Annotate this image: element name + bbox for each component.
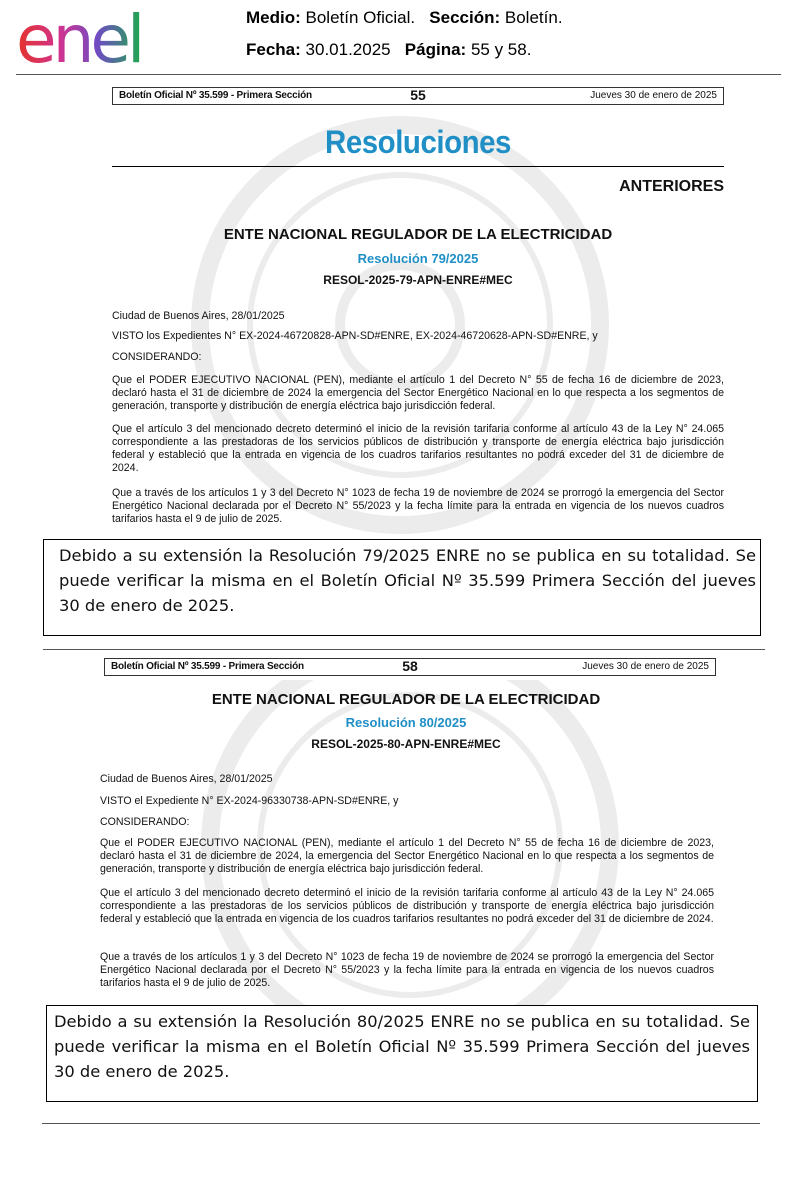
medio-value: Boletín Oficial. bbox=[305, 8, 416, 27]
city-date: Ciudad de Buenos Aires, 28/01/2025 bbox=[112, 310, 285, 322]
notice-text: Debido a su extensión la Resolución 80/2025 ENRE no se publica en su totalidad. Se puede verificar la misma en el Boletín Oficial Nº 35.599 Primera Sección del jueves 30 de enero de 2025. bbox=[54, 1012, 750, 1081]
header-line-1 bbox=[246, 8, 563, 28]
section-title: Resoluciones bbox=[325, 124, 511, 160]
enel-logo bbox=[16, 8, 172, 68]
medio-label: Medio: bbox=[246, 8, 301, 27]
resolution-number: Resolución 80/2025 bbox=[345, 715, 467, 730]
page-number: 58 bbox=[402, 658, 418, 674]
section-rule bbox=[112, 166, 724, 167]
clip-divider bbox=[43, 649, 765, 650]
fecha-label: Fecha: bbox=[246, 40, 301, 59]
considerando-label: CONSIDERANDO: bbox=[100, 816, 190, 828]
entity-title: ENTE NACIONAL REGULADOR DE LA ELECTRICIDAD bbox=[223, 226, 613, 243]
city-date: Ciudad de Buenos Aires, 28/01/2025 bbox=[100, 773, 273, 785]
header-divider bbox=[16, 74, 781, 75]
logo-wordmark: enel bbox=[16, 8, 142, 68]
footer-divider bbox=[42, 1123, 760, 1124]
seal-watermark bbox=[120, 110, 680, 540]
bar-right-date: Jueves 30 de enero de 2025 bbox=[582, 661, 709, 672]
boletin-header-bar-58 bbox=[104, 658, 716, 676]
paragraph-2: Que el artículo 3 del mencionado decreto determinó el inicio de la revisión tarifaria conforme al artículo 43 de la Ley N° 24.065 correspondiente a las prestadoras de los servicios públicos de distribución y transporte de energía eléctrica bajo jurisdicción federal y estableció que la entrada en vigencia de los cuadros tarifarios resultantes no podrá exceder del 31 de diciembre de 2024. bbox=[112, 423, 724, 474]
notice-box-2 bbox=[46, 1005, 758, 1102]
bar-left-text: Boletín Oficial Nº 35.599 - Primera Sección bbox=[111, 661, 304, 672]
resolution-code: RESOL-2025-80-APN-ENRE#MEC bbox=[311, 737, 501, 751]
seccion-value: Boletín. bbox=[504, 8, 563, 27]
seccion-label: Sección: bbox=[429, 8, 501, 27]
resolution-number: Resolución 79/2025 bbox=[357, 251, 479, 266]
fecha-value: 30.01.2025 bbox=[305, 40, 391, 59]
paragraph-1: Que el PODER EJECUTIVO NACIONAL (PEN), mediante el artículo 1 del Decreto N° 55 de fecha 16 de diciembre de 2023, declaró hasta el 31 de diciembre de 2024, la emergencia del Sector Energético Nacional en lo que respecta a los segmentos de generación, transporte y distribución de energía eléctrica bajo jurisdicción federal. bbox=[100, 837, 714, 875]
paragraph-3: Que a través de los artículos 1 y 3 del Decreto N° 1023 de fecha 19 de noviembre de 2024 se prorrogó la emergencia del Sector Energético Nacional declarada por el Decreto N° 55/2023 y la fecha límite para la entrada en vigencia de los nuevos cuadros tarifarios hasta el 9 de julio de 2025. bbox=[100, 951, 714, 989]
page-number: 55 bbox=[410, 87, 426, 103]
considerando-label: CONSIDERANDO: bbox=[112, 351, 202, 363]
notice-box-1 bbox=[43, 539, 761, 636]
notice-text: Debido a su extensión la Resolución 79/2025 ENRE no se publica en su totalidad. Se puede verificar la misma en el Boletín Oficial Nº 35.599 Primera Sección del jueves 30 de enero de 2025. bbox=[59, 546, 756, 615]
boletin-header-bar-55 bbox=[112, 87, 724, 105]
paragraph-1: Que el PODER EJECUTIVO NACIONAL (PEN), mediante el artículo 1 del Decreto N° 55 de fecha 16 de diciembre de 2023, declaró hasta el 31 de diciembre de 2024 la emergencia del Sector Energético Nacional en lo que respecta a los segmentos de generación, transporte y distribución de energía eléctrica bajo jurisdicción federal. bbox=[112, 374, 724, 412]
pagina-value: 55 y 58. bbox=[470, 40, 532, 59]
visto-paragraph: VISTO el Expediente N° EX-2024-96330738-APN-SD#ENRE, y bbox=[100, 795, 399, 807]
resolution-code: RESOL-2025-79-APN-ENRE#MEC bbox=[323, 273, 513, 287]
bar-left-text: Boletín Oficial Nº 35.599 - Primera Sección bbox=[119, 90, 312, 101]
header-line-2 bbox=[246, 40, 531, 60]
pagina-label: Página: bbox=[404, 40, 467, 59]
entity-title: ENTE NACIONAL REGULADOR DE LA ELECTRICIDAD bbox=[211, 691, 601, 708]
bar-right-date: Jueves 30 de enero de 2025 bbox=[590, 90, 717, 101]
subsection-title: ANTERIORES bbox=[619, 178, 724, 195]
paragraph-3: Que a través de los artículos 1 y 3 del Decreto N° 1023 de fecha 19 de noviembre de 2024 se prorrogó la emergencia del Sector Energético Nacional declarada por el Decreto N° 55/2023 y la fecha límite para la entrada en vigencia de los nuevos cuadros tarifarios hasta el 9 de julio de 2025. bbox=[112, 487, 724, 525]
paragraph-2: Que el artículo 3 del mencionado decreto determinó el inicio de la revisión tarifaria conforme al artículo 43 de la Ley N° 24.065 correspondiente a las prestadoras de los servicios públicos de distribución y transporte de energía eléctrica bajo jurisdicción federal y estableció que la entrada en vigencia de los cuadros tarifarios resultantes no podrá exceder del 31 de diciembre de 2024. bbox=[100, 887, 714, 925]
visto-paragraph: VISTO los Expedientes N° EX-2024-46720828-APN-SD#ENRE, EX-2024-46720628-APN-SD#ENRE, y bbox=[112, 330, 598, 342]
